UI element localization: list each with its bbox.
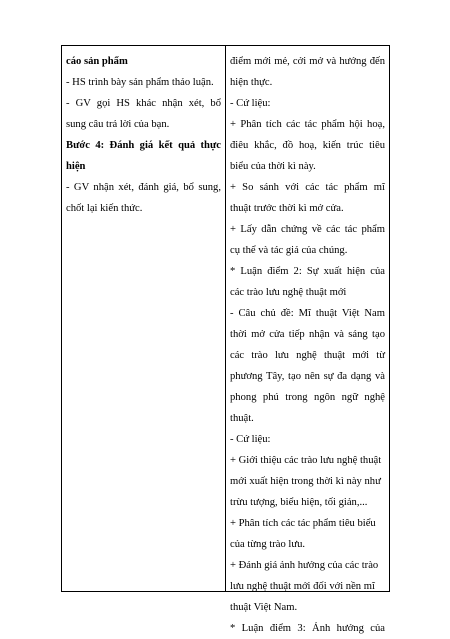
content-text-line: + Đánh giá ảnh hưởng của các trào xyxy=(230,560,379,571)
content-text-line: của từng trào lưu. xyxy=(230,539,306,550)
content-text-line: thời mở cửa tiếp nhận và sáng tạo xyxy=(230,329,385,340)
content-text-line: phương Tây, tạo nên sự đa dạng và xyxy=(230,371,385,382)
column-divider xyxy=(225,46,226,591)
content-text-line: lưu nghệ thuật mới đối với nền mĩ xyxy=(230,581,375,592)
content-text-line: + Phân tích các tác phẩm tiêu biểu xyxy=(230,518,376,529)
content-table xyxy=(61,45,390,634)
content-text-line: điểm mới mẻ, cởi mở và hướng đến xyxy=(230,56,385,67)
content-text-line: mới xuất hiện trong thời kì này như xyxy=(230,476,381,487)
content-text-line: phong phú trong ngôn ngữ nghệ xyxy=(230,392,385,403)
content-text-line: - Cứ liệu: xyxy=(230,98,271,109)
activity-text-line: hiện xyxy=(66,161,86,172)
content-text-line: các trào lưu nghệ thuật mới xyxy=(230,287,347,298)
content-column xyxy=(230,51,385,639)
content-text-line: - Cứ liệu: xyxy=(230,434,271,445)
content-text-line: trừu tượng, biểu hiện, tối giản,... xyxy=(230,497,368,508)
content-text-line: + Giới thiệu các trào lưu nghệ thuật xyxy=(230,455,382,466)
activity-column xyxy=(66,51,221,219)
content-text-line: các trào lưu nghệ thuật mới từ xyxy=(230,350,385,361)
activity-text-line: chốt lại kiến thức. xyxy=(66,203,143,214)
content-text-line: + Phân tích các tác phẩm hội hoạ, xyxy=(230,119,385,130)
activity-text-line: sung câu trả lời của bạn. xyxy=(66,119,170,130)
activity-text-line: - GV gọi HS khác nhận xét, bổ xyxy=(66,98,221,109)
content-text-line: - Câu chủ đề: Mĩ thuật Việt Nam xyxy=(230,308,385,319)
content-text-line: biểu của thời kì này. xyxy=(230,161,316,172)
content-text-line: điêu khắc, đồ hoạ, kiến trúc tiêu xyxy=(230,140,385,151)
activity-text-line: cáo sản phẩm xyxy=(66,56,128,67)
content-text-line: * Luận điểm 3: Ảnh hưởng của xyxy=(230,623,385,634)
activity-text-line: - GV nhận xét, đánh giá, bổ sung, xyxy=(66,182,221,193)
content-text-line: thuật trước thời kì mở cửa. xyxy=(230,203,344,214)
content-text-line: * Luận điểm 2: Sự xuất hiện của xyxy=(230,266,385,277)
content-text-line: + So sánh với các tác phẩm mĩ xyxy=(230,182,385,193)
content-text-line: thuật Việt Nam. xyxy=(230,602,298,613)
content-text-line: thuật. xyxy=(230,413,254,424)
content-text-line: hiện thực. xyxy=(230,77,273,88)
content-text-line: cụ thể và tác giả của chúng. xyxy=(230,245,348,256)
activity-text-line: - HS trình bày sản phẩm thảo luận. xyxy=(66,77,214,88)
content-text-line: + Lấy dẫn chứng về các tác phẩm xyxy=(230,224,385,235)
activity-text-line: Bước 4: Đánh giá kết quả thực xyxy=(66,140,221,151)
